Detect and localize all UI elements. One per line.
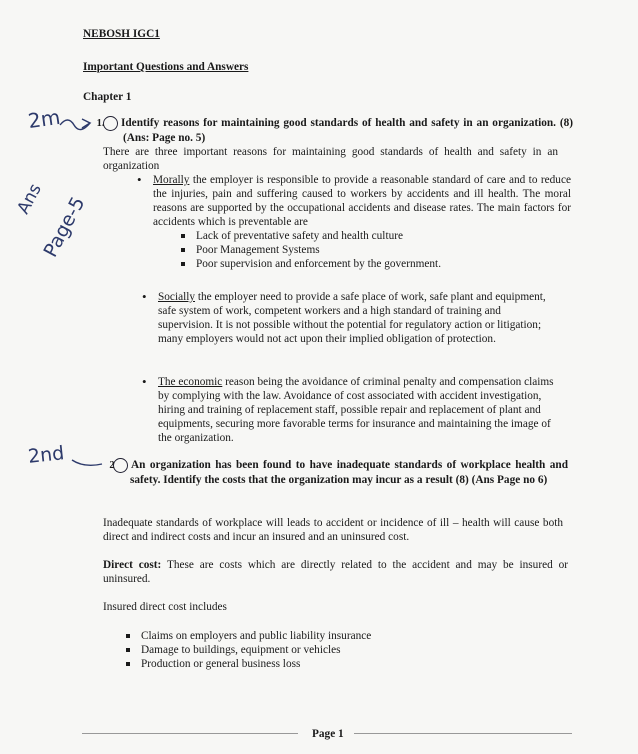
question-title: Identify reasons for maintaining good standards of health and safety in an organization. (8) (Ans: Page no. 5) xyxy=(121,117,573,144)
list-item xyxy=(158,375,563,445)
list-item: Poor Management Systems xyxy=(196,243,556,257)
question-2-para: Inadequate standards of workplace will leads to accident or incidence of ill – health will cause both direct and indirect costs and incur an insured and an uninsured cost. xyxy=(103,517,563,543)
question-1 xyxy=(96,116,573,145)
list-item xyxy=(153,173,571,229)
reason-text: the employer is responsible to provide a reasonable standard of care and to reduce the injuries, pain and suffering caused to workers by accidents and ill health. The moral reasons are supported by the occupational accidents and disease rates. The main factors for accidents which is preventable are xyxy=(153,174,571,228)
footer-rule-right xyxy=(354,733,572,734)
direct-cost-text: These are costs which are directly related to the accident and may be insured or uninsured. xyxy=(103,559,568,585)
footer-rule-left xyxy=(82,733,298,734)
handwritten-note-second: 2nd xyxy=(26,442,66,468)
handwritten-note-ans: Ans xyxy=(13,180,46,218)
document-subtitle: Important Questions and Answers xyxy=(83,61,249,73)
question-2 xyxy=(109,458,568,487)
direct-cost-label: Direct cost: xyxy=(103,559,162,571)
chapter-heading: Chapter 1 xyxy=(83,91,132,103)
question-number: 1. xyxy=(103,116,118,131)
question-title: An organization has been found to have inadequate standards of workplace health and safety. Identify the costs that the organization may incur as a result (8) (Ans Page no 6) xyxy=(130,459,568,486)
reason-keyword: Morally xyxy=(153,174,190,186)
reason-text: the employer need to provide a safe place of work, safe plant and equipment, safe system of work, competent workers and a high standard of training and supervision. It is not possible without the potential for regulatory action or litigation; many employers would not act upon their implied obligation of protection. xyxy=(158,291,546,345)
reason-keyword: The economic xyxy=(158,376,223,388)
page-number: Page 1 xyxy=(312,728,344,740)
handwritten-note-page: Page-5 xyxy=(39,193,90,261)
list-item xyxy=(158,290,553,346)
list-item: Claims on employers and public liability insurance xyxy=(141,629,501,643)
reason-list-social xyxy=(158,290,553,346)
handwritten-arrow-icon xyxy=(58,113,92,135)
reason-keyword: Socially xyxy=(158,291,196,303)
question-1-intro: There are three important reasons for maintaining good standards of health and safety in an organization xyxy=(103,146,558,172)
handwritten-arrow-icon xyxy=(70,452,104,472)
accident-factors-list xyxy=(196,229,556,271)
insured-heading: Insured direct cost includes xyxy=(103,601,227,613)
insured-cost-list xyxy=(141,629,501,671)
list-item: Poor supervision and enforcement by the government. xyxy=(196,257,556,271)
list-item: Production or general business loss xyxy=(141,657,501,671)
reason-text: reason being the avoidance of criminal penalty and compensation claims by complying with the law. Avoidance of cost associated with accident investigation, hiring and training of replacement staff, possible repair and replacement of plant and equipments, securing more favorable terms for insurance and maintaining the image of the organization. xyxy=(158,376,554,444)
reason-list-moral xyxy=(153,173,571,229)
document-title: NEBOSH IGC1 xyxy=(83,28,160,40)
list-item: Lack of preventative safety and health culture xyxy=(196,229,556,243)
handwritten-note-marks: 2m xyxy=(26,104,62,134)
question-number: 2 xyxy=(113,458,128,473)
list-item: Damage to buildings, equipment or vehicles xyxy=(141,643,501,657)
reason-list-economic xyxy=(158,375,563,445)
direct-cost-definition xyxy=(103,558,568,586)
